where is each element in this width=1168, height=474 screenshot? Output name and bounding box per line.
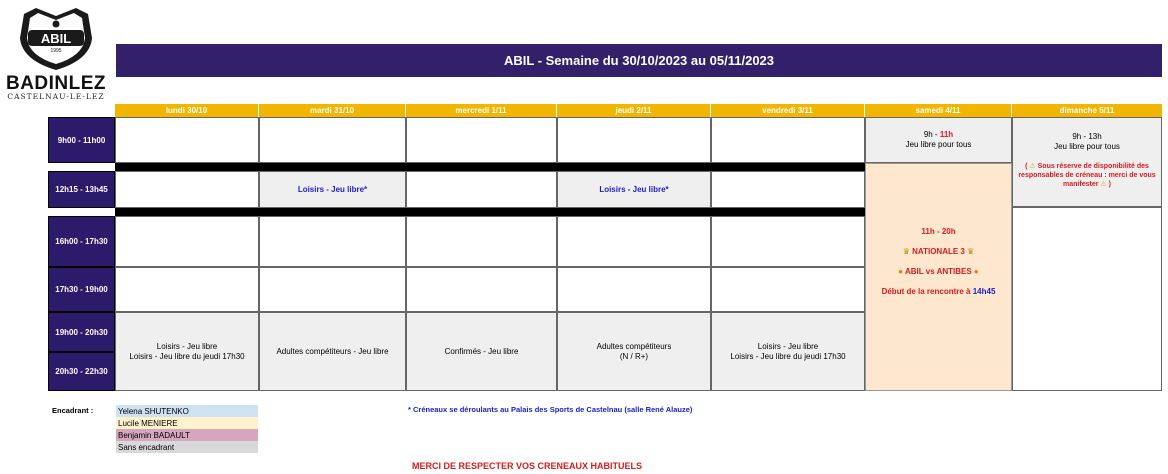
badge-year: 1995 (50, 48, 62, 54)
slot-line: Adultes compétiteurs - Jeu libre (276, 346, 389, 356)
slot-empty (259, 267, 406, 312)
dimanche-warning: Sous réserve de disponibilité des responsables de créneau : merci de vous manifester (1018, 163, 1156, 188)
slot-jeudi-midi (557, 171, 711, 208)
warning-icon: ⚠ (1029, 163, 1036, 170)
samedi-desc: Jeu libre pour tous (905, 140, 972, 149)
time-slot: 9h00 - 11h00 (48, 117, 115, 163)
day-header: lundi 30/10 (115, 104, 259, 117)
day-header: dimanche 5/11 (1012, 104, 1162, 117)
fire-icon: ● (973, 267, 979, 276)
legend-item: Sans encadrant (116, 441, 258, 453)
slot-line: Loisirs - Jeu libre (156, 341, 218, 351)
brand-city: CASTELNAU-LE-LEZ (7, 92, 105, 101)
event-competition: NATIONALE 3 (912, 247, 965, 256)
legend-title: Encadrant : (52, 406, 94, 415)
time-slot: 19h00 - 20h30 (48, 312, 115, 352)
slot-label: Loisirs - Jeu libre* (297, 184, 368, 194)
slot-empty (259, 216, 406, 267)
slot-label: Loisirs - Jeu libre* (599, 184, 669, 194)
slot-line: Confirmés - Jeu libre (444, 346, 519, 356)
time-slot: 16h00 - 17h30 (48, 216, 115, 267)
slot-empty (115, 267, 259, 312)
slot-empty (557, 267, 711, 312)
slot-mardi-soir (259, 312, 406, 391)
slot-mardi-midi (259, 171, 406, 208)
slot-line: Loisirs - Jeu libre (757, 341, 819, 351)
slot-empty (115, 216, 259, 267)
slot-empty (406, 216, 557, 267)
brand-name: BADINLEZ (5, 73, 107, 94)
legend-item: Benjamin BADAULT (116, 429, 258, 441)
trophy-icon: ♛ (902, 247, 910, 256)
separator-bar (115, 163, 865, 171)
slot-mercredi-soir (406, 312, 557, 391)
legend-item: Lucile MENIERE (116, 417, 258, 429)
time-slot: 20h30 - 22h30 (48, 352, 115, 391)
time-slot: 17h30 - 19h00 (48, 267, 115, 312)
slot-line: Loisirs - Jeu libre du jeudi 17h30 (129, 351, 245, 361)
slot-empty (711, 117, 865, 163)
time-slot: 12h15 - 13h45 (48, 171, 115, 208)
slot-empty (406, 117, 557, 163)
slot-empty (711, 216, 865, 267)
slot-samedi-event (865, 163, 1012, 391)
slot-samedi-matin (865, 117, 1012, 163)
slot-jeudi-soir (557, 312, 711, 391)
slot-empty (557, 117, 711, 163)
footer-notice: MERCI DE RESPECTER VOS CRENEAUX HABITUELS (412, 461, 643, 471)
slot-empty (711, 267, 865, 312)
slot-line: (N / R+) (619, 351, 649, 361)
separator-bar (115, 208, 865, 216)
day-header: jeudi 2/11 (557, 104, 711, 117)
slot-empty (406, 171, 557, 208)
badge-text: ABIL (40, 30, 72, 46)
slot-empty (259, 117, 406, 163)
legend-item: Yelena SHUTENKO (116, 405, 258, 417)
slot-empty (557, 216, 711, 267)
slot-empty (115, 171, 259, 208)
samedi-end: 11h (939, 130, 954, 139)
slot-vendredi-soir (711, 312, 865, 391)
page-title: ABIL - Semaine du 30/10/2023 au 05/11/2023 (116, 44, 1162, 77)
event-start-time: 14h45 (972, 287, 996, 296)
slot-lundi-soir (115, 312, 259, 391)
venue-note: * Créneaux se déroulants au Palais des Sports de Castelnau (salle René Alauze) (408, 405, 693, 414)
day-header: mardi 31/10 (259, 104, 406, 117)
warning-icon: ⚠ (1100, 181, 1107, 188)
day-header: vendredi 3/11 (711, 104, 865, 117)
schedule-grid (48, 104, 1162, 391)
event-match: ABIL vs ANTIBES (905, 267, 972, 276)
dimanche-hours: 9h - 13h (1072, 132, 1102, 141)
day-header: samedi 4/11 (865, 104, 1012, 117)
slot-empty (1012, 207, 1162, 391)
fire-icon: ● (898, 267, 904, 276)
event-start-label: Début de la rencontre à (881, 287, 973, 296)
dimanche-desc: Jeu libre pour tous (1054, 142, 1120, 151)
event-hours: 11h - 20h (921, 227, 956, 236)
slot-dimanche-matin: 9h - 13h Jeu libre pour tous ( ⚠ Sous réserve de disponibilité des responsables de créneau : merci de vous manifester ⚠ ) (1012, 117, 1162, 207)
day-header: mercredi 1/11 (406, 104, 557, 117)
slot-line: Adultes compétiteurs (596, 341, 672, 351)
slot-empty (406, 267, 557, 312)
slot-empty (115, 117, 259, 163)
samedi-start: 9h - (923, 130, 940, 139)
trophy-icon: ♛ (967, 247, 975, 256)
slot-empty (711, 171, 865, 208)
slot-line: Loisirs - Jeu libre du jeudi 17h30 (730, 351, 846, 361)
club-logo (4, 4, 108, 100)
